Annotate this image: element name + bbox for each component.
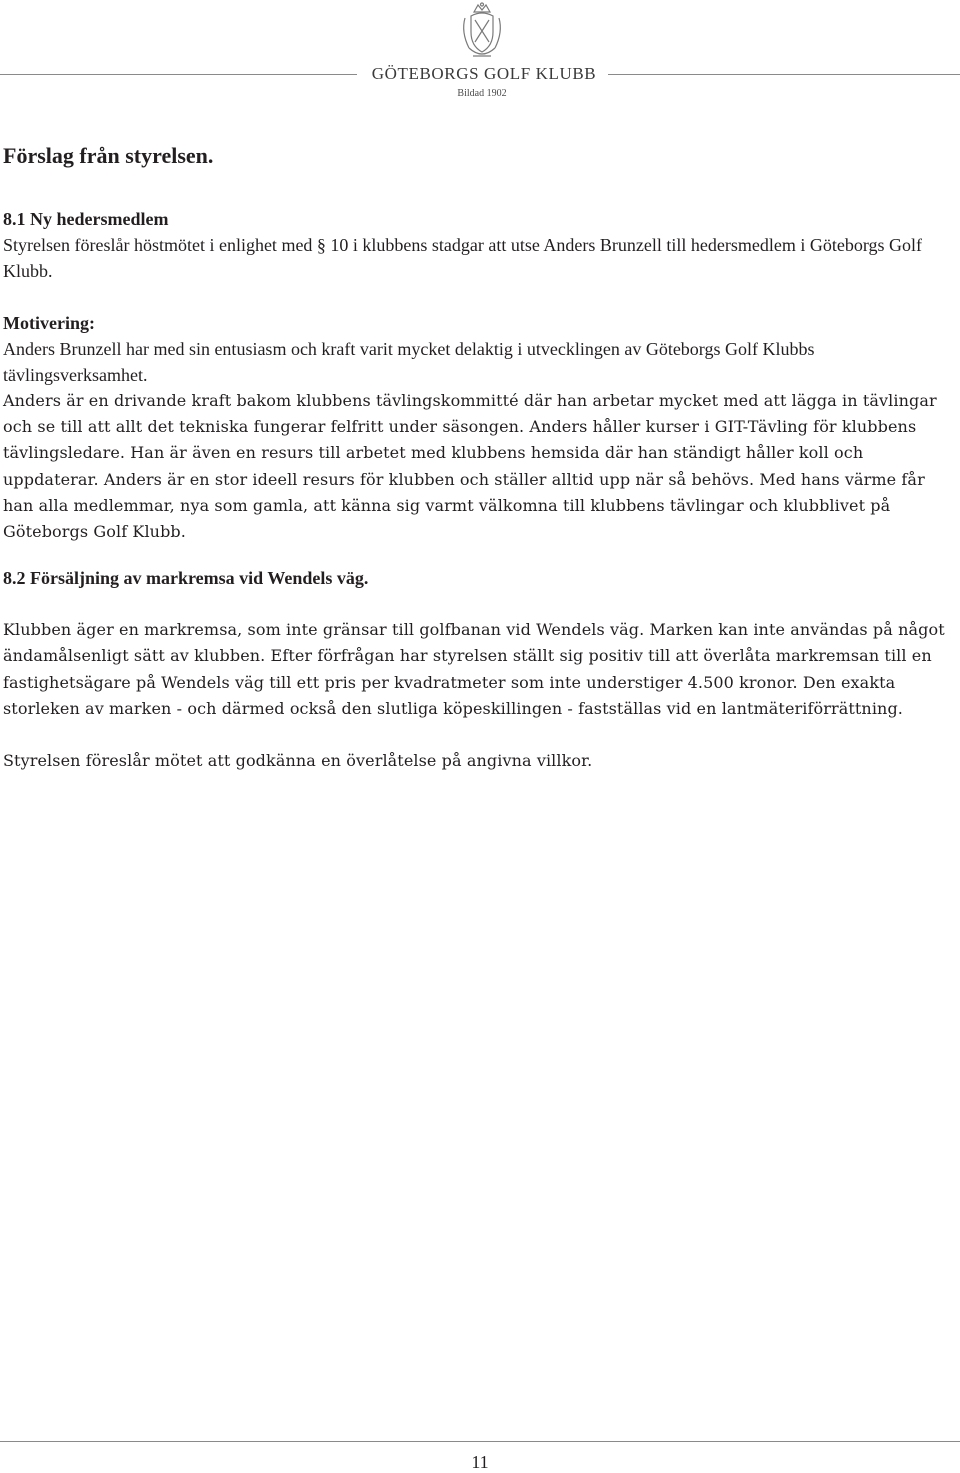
document-title: Förslag från styrelsen. xyxy=(3,143,214,168)
motivation-label: Motivering: xyxy=(3,313,95,333)
motivation-body: Anders är en drivande kraft bakom klubbens tävlingskommitté där han arbetar mycket med att lägga in tävlingar och se till att allt det tekniska fungerar felfritt under säsongen. Anders håller kurser i GIT-Tävling för klubbens tävlingsledare. Han är även en resurs till arbetet med klubbens hemsida där han ständigt håller koll och uppdaterar. Anders är en stor ideell resurs för klubben och ställer alltid upp när så behövs. Med hans värme får han alla medlemmar, nya som gamla, att känna sig varmt välkomna till klubbens tävlingar och klubblivet på Göteborgs Golf Klubb. xyxy=(3,391,937,542)
document-body xyxy=(3,142,953,774)
section-8-2-body: Klubben äger en markremsa, som inte gränsar till golfbanan vid Wendels väg. Marken kan inte användas på något ändamålsenligt sätt av klubben. Efter förfrågan har styrelsen ställt sig positiv till att överlåta markremsan till en fastighetsägare på Wendels väg till ett pris per kvadratmeter som inte understiger 4.500 kronor. Den exakta storleken av marken - och därmed också den slutliga köpeskillingen - fastställas vid en lantmäteriförrättning. xyxy=(3,620,945,718)
motivation-lead: Anders Brunzell har med sin entusiasm och kraft varit mycket delaktig i utvecklingen av Göteborgs Golf Klubbs tävlingsverksamhet. xyxy=(3,339,815,385)
page-number: 11 xyxy=(471,1452,489,1472)
section-8-2-heading: 8.2 Försäljning av markremsa vid Wendels väg. xyxy=(3,568,369,589)
header-rule-right xyxy=(608,74,960,75)
letterhead xyxy=(0,64,960,84)
header-rule-left xyxy=(0,74,357,75)
footer-rule xyxy=(0,1441,960,1442)
club-name: GÖTEBORGS GOLF KLUBB xyxy=(371,64,597,83)
club-founded: Bildad 1902 xyxy=(457,88,507,99)
section-8-1-heading: 8.1 Ny hedersmedlem xyxy=(3,209,169,229)
club-crest-icon xyxy=(457,2,507,64)
section-8-2-conclusion: Styrelsen föreslår mötet att godkänna en överlåtelse på angivna villkor. xyxy=(3,751,593,771)
section-8-1-proposal: Styrelsen föreslår höstmötet i enlighet med § 10 i klubbens stadgar att utse Anders Brunzell till hedersmedlem i Göteborgs Golf Klubb. xyxy=(3,235,922,281)
